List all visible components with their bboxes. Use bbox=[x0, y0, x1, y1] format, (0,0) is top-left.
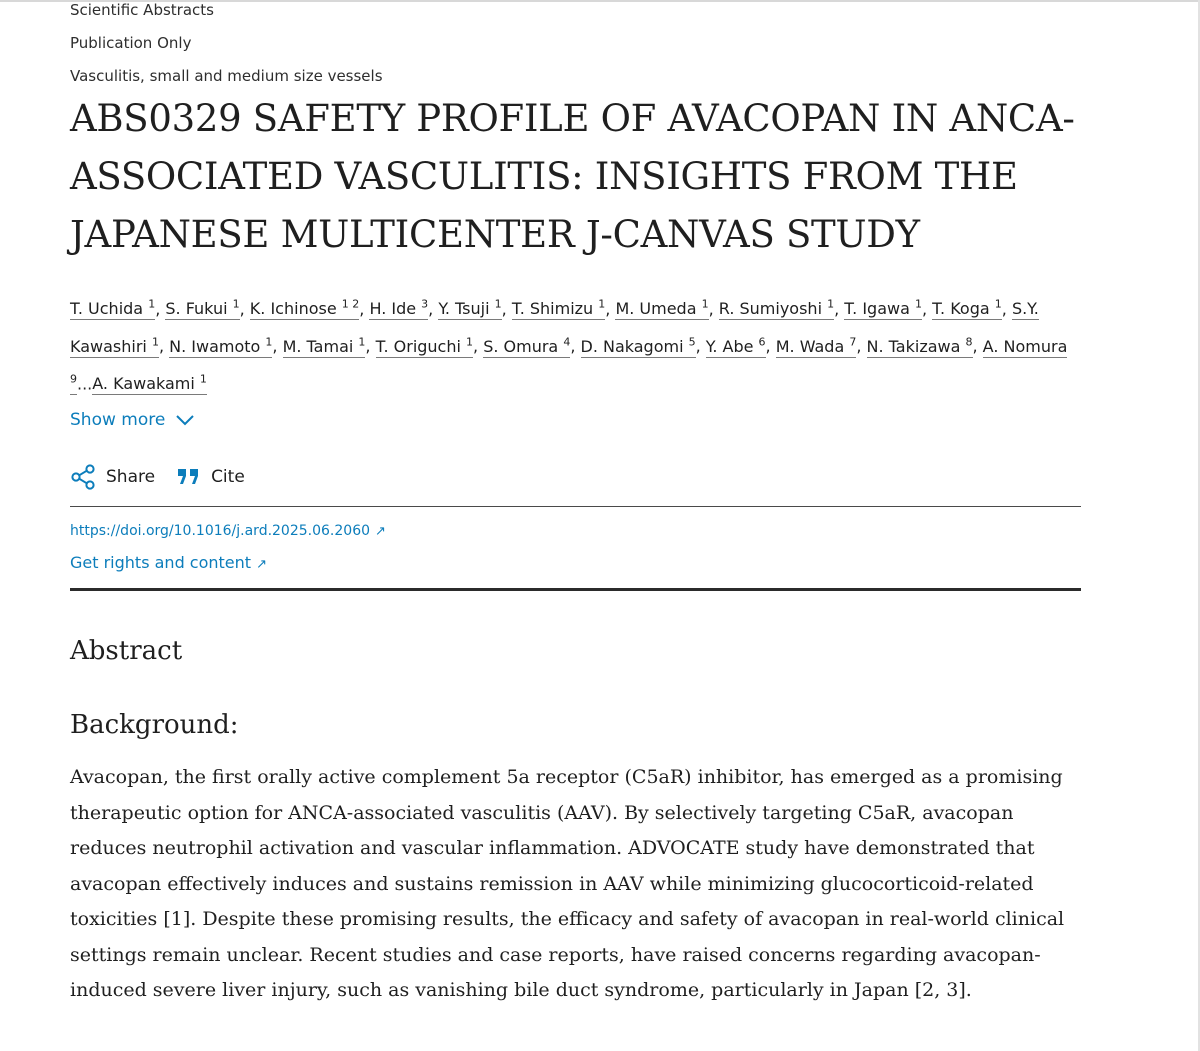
author-name: T. Uchida bbox=[70, 299, 144, 319]
quote-icon bbox=[177, 467, 201, 487]
author-separator: , bbox=[1001, 299, 1012, 319]
author-name: N. Iwamoto bbox=[169, 336, 261, 356]
author-name: T. Shimizu bbox=[511, 299, 594, 319]
author-affiliation[interactable]: 1 bbox=[265, 335, 273, 349]
author-name: M. Umeda bbox=[615, 299, 697, 319]
author-affiliation[interactable]: 7 bbox=[849, 335, 857, 349]
abstract-heading: Abstract bbox=[70, 636, 183, 666]
author-link[interactable] bbox=[165, 299, 239, 320]
author-name: S. Fukui bbox=[165, 299, 228, 319]
author-affiliation[interactable]: 9 bbox=[70, 372, 77, 386]
author-link[interactable] bbox=[615, 299, 708, 320]
author-separator: , bbox=[501, 299, 512, 319]
author-separator: , bbox=[473, 336, 484, 356]
author-affiliation[interactable]: 1 bbox=[994, 298, 1002, 311]
author-separator: , bbox=[239, 299, 250, 319]
doi-link-text: https://doi.org/10.1016/j.ard.2025.06.2060 bbox=[70, 523, 371, 539]
share-label: Share bbox=[106, 467, 156, 487]
author-link[interactable] bbox=[376, 337, 473, 358]
author-name: N. Takizawa bbox=[866, 336, 961, 356]
author-affiliation[interactable]: 1 bbox=[199, 372, 207, 386]
actions-divider bbox=[70, 506, 1081, 507]
author-separator: , bbox=[922, 299, 933, 319]
doi-link[interactable] bbox=[70, 523, 386, 539]
breadcrumb-topic[interactable]: Vasculitis, small and medium size vessels bbox=[70, 67, 383, 85]
author-name: A. Kawakami bbox=[92, 373, 195, 393]
author-name: T. Igawa bbox=[844, 299, 910, 319]
breadcrumb-publication-type[interactable]: Publication Only bbox=[70, 34, 192, 52]
author-affiliation[interactable]: 1 bbox=[915, 298, 922, 311]
author-affiliation[interactable]: 1 bbox=[358, 335, 366, 349]
breadcrumb-section[interactable]: Scientific Abstracts bbox=[70, 1, 214, 19]
author-link[interactable] bbox=[438, 299, 501, 320]
rights-link[interactable] bbox=[70, 553, 267, 572]
author-affiliation[interactable]: 5 bbox=[688, 335, 696, 349]
author-affiliation[interactable]: 8 bbox=[965, 335, 973, 349]
author-list bbox=[70, 288, 1081, 400]
show-more-label: Show more bbox=[70, 410, 166, 430]
author-affiliation[interactable]: 4 bbox=[563, 335, 571, 349]
author-name: T. Origuchi bbox=[375, 336, 461, 356]
background-paragraph: Avacopan, the first orally active complement 5a receptor (C5aR) inhibitor, has emerged as a promising therapeutic option for ANCA-associated vasculitis (AAV). By selectively targeting C5aR, avacopan reduces neutrophil activation and vascular inflammation. ADVOCATE study have demonstrated that avacopan effectively induces and sustains remission in AAV while minimizing glucocorticoid-related toxicities [1]. Despite these promising results, the efficacy and safety of avacopan in real-world clinical settings remain unclear. Recent studies and case reports, have raised concerns regarding avacopan-induced severe liver injury, such as vanishing bile duct syndrome, particularly in Japan [2, 3]. bbox=[70, 766, 1065, 1001]
author-affiliation[interactable]: 6 bbox=[758, 335, 766, 349]
author-name: S. Omura bbox=[483, 336, 559, 356]
external-link-arrow-icon: ↗ bbox=[375, 524, 386, 539]
author-name: Y. Abe bbox=[705, 336, 754, 356]
author-separator: , bbox=[834, 299, 845, 319]
author-separator: , bbox=[365, 336, 376, 356]
author-link[interactable] bbox=[706, 337, 766, 358]
author-link[interactable] bbox=[844, 299, 922, 320]
author-separator: , bbox=[856, 336, 867, 356]
cite-button[interactable] bbox=[177, 467, 245, 487]
author-affiliation[interactable]: 1 bbox=[494, 298, 502, 311]
author-name: T. Koga bbox=[932, 299, 990, 319]
author-link[interactable] bbox=[169, 337, 272, 358]
author-separator: ... bbox=[77, 373, 93, 393]
author-link[interactable] bbox=[776, 337, 857, 358]
external-link-arrow-icon: ↗ bbox=[256, 557, 267, 572]
author-affiliation[interactable]: 1 bbox=[598, 298, 606, 311]
author-separator: , bbox=[359, 299, 370, 319]
author-name: H. Ide bbox=[369, 299, 417, 319]
author-affiliation[interactable]: 1 bbox=[148, 298, 156, 311]
author-link[interactable] bbox=[483, 337, 570, 358]
author-affiliation[interactable]: 1 bbox=[232, 298, 240, 311]
article-actions bbox=[70, 464, 245, 490]
author-separator: , bbox=[708, 299, 719, 319]
author-separator: , bbox=[155, 299, 166, 319]
share-icon bbox=[70, 464, 96, 490]
author-separator: , bbox=[765, 336, 776, 356]
author-separator: , bbox=[605, 299, 616, 319]
show-more-button[interactable] bbox=[70, 410, 195, 430]
author-separator: , bbox=[158, 336, 170, 356]
author-link[interactable] bbox=[283, 337, 366, 358]
cite-label: Cite bbox=[211, 467, 245, 487]
author-name: M. Tamai bbox=[282, 336, 354, 356]
author-affiliation[interactable]: 3 bbox=[421, 298, 429, 311]
author-separator: , bbox=[272, 336, 283, 356]
header-bottom-divider bbox=[70, 588, 1081, 591]
background-heading: Background: bbox=[70, 710, 239, 740]
author-link[interactable] bbox=[867, 337, 973, 358]
rights-link-text: Get rights and content bbox=[70, 553, 252, 572]
author-separator: , bbox=[428, 299, 439, 319]
author-name: S.Y. Kawashiri bbox=[70, 299, 1039, 356]
author-link[interactable] bbox=[70, 299, 155, 320]
author-separator: , bbox=[570, 336, 581, 356]
author-link[interactable] bbox=[719, 299, 834, 320]
author-link[interactable] bbox=[92, 374, 207, 395]
author-link[interactable] bbox=[581, 337, 696, 358]
author-name: K. Ichinose bbox=[249, 299, 337, 319]
author-separator: , bbox=[972, 336, 983, 356]
author-link[interactable] bbox=[250, 299, 359, 320]
author-name: R. Sumiyoshi bbox=[718, 299, 823, 319]
author-affiliation[interactable]: 1 bbox=[701, 298, 709, 311]
author-name: D. Nakagomi bbox=[580, 336, 684, 356]
share-button[interactable] bbox=[70, 464, 155, 490]
article-title: ABS0329 SAFETY PROFILE OF AVACOPAN IN ANCA-ASSOCIATED VASCULITIS: INSIGHTS FROM THE JAPANESE MULTICENTER J-CANVAS STUDY bbox=[70, 97, 1075, 256]
author-name: Y. Tsuji bbox=[438, 299, 490, 319]
author-affiliation[interactable]: 1 2 bbox=[341, 298, 360, 311]
author-affiliation[interactable]: 1 bbox=[151, 335, 159, 349]
author-name: M. Wada bbox=[775, 336, 845, 356]
author-link[interactable] bbox=[512, 299, 605, 320]
author-affiliation[interactable]: 1 bbox=[827, 298, 835, 311]
chevron-down-icon bbox=[175, 414, 195, 426]
author-link[interactable] bbox=[369, 299, 428, 320]
author-link[interactable] bbox=[932, 299, 1002, 320]
author-name: A. Nomura bbox=[982, 336, 1068, 356]
author-affiliation[interactable]: 1 bbox=[466, 335, 474, 349]
author-separator: , bbox=[695, 336, 706, 356]
